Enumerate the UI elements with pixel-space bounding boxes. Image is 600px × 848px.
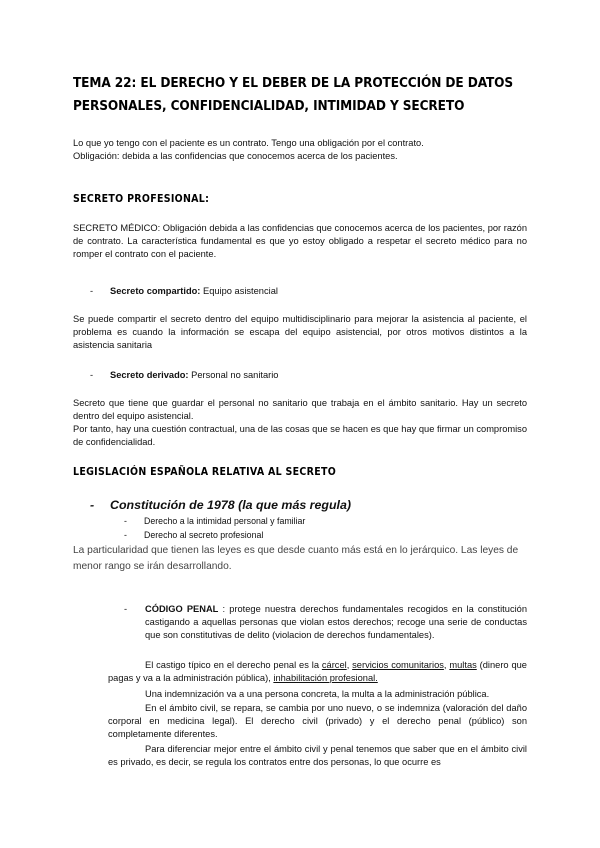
bullet-dash: - <box>124 604 128 614</box>
bullet-label: CÓDIGO PENAL <box>145 604 219 614</box>
bullet-label: Constitución de 1978 (la que más regula) <box>110 498 351 512</box>
page-title: TEMA 22: EL DERECHO Y EL DEBER DE LA PROTECCIÓN DE DATOS PERSONALES, CONFIDENCIALIDAD, INTIMIDAD Y SECRETO <box>73 75 513 114</box>
bullet-secreto-compartido <box>90 285 278 298</box>
castigo-paragraph: El castigo típico en el derecho penal es la cárcel, servicios comunitarios, multas (dinero que pagas y va a la administración pública), inhabilitación profesional. <box>108 660 527 683</box>
secreto-derivado-paragraph-2: Por tanto, hay una cuestión contractual, una de las cosas que se hacen es que hay que firmar un compromiso de confidencialidad. <box>73 424 527 447</box>
servicios-text: servicios comunitarios <box>352 660 444 670</box>
bullet-text: Equipo asistencial <box>200 286 278 296</box>
secreto-derivado-paragraph-1: Secreto que tiene que guardar el personal no sanitario que trabaja en el ámbito sanitario. Hay un secreto dentro del equipo asistencial. <box>73 398 527 421</box>
intro-line-1: Lo que yo tengo con el paciente es un contrato. Tengo una obligación por el contrato. <box>73 138 424 148</box>
intro-line-2: Obligación: debida a las confidencias que conocemos acerca de los pacientes. <box>73 151 398 161</box>
secreto-compartido-paragraph: Se puede compartir el secreto dentro del equipo multidisciplinario para mejorar la asistencia al paciente, el problema es cuando la información se escapa del equipo asistencial, por otros motivos distintos a la asistencia sanitaria <box>73 314 527 350</box>
bullet-secreto-derivado <box>90 369 278 382</box>
bullet-text: : protege nuestra derechos fundamentales recogidos en la constitución castigando a aquellas personas que violan estos derechos; recoge una serie de conductas que son constitutivas de delito (violacion de derechos fundamentales). <box>145 604 527 640</box>
sub-item-text: Derecho a la intimidad personal y familiar <box>144 516 306 526</box>
particularidad-paragraph: La particularidad que tienen las leyes es que desde cuanto más está en lo jerárquico. Las leyes de menor rango se irán desarrollando. <box>73 545 519 572</box>
bullet-dash: - <box>90 370 94 380</box>
section-heading-secreto-profesional: SECRETO PROFESIONAL: <box>73 193 210 205</box>
bullet-label: Secreto compartido: <box>110 286 201 296</box>
bullet-dash: - <box>90 286 94 296</box>
indemnizacion-paragraph: Una indemnización va a una persona concreta, la multa a la administración pública. <box>145 689 490 699</box>
bullet-label: Secreto derivado: <box>110 370 189 380</box>
civil-paragraph: En el ámbito civil, se repara, se cambia por uno nuevo, o se indemniza (valoración del daño corporal en medicina legal). El derecho civil (privado) y el derecho penal (público) son completamente diferentes. <box>108 703 527 739</box>
sub-item: - Derecho al secreto profesional <box>124 530 264 540</box>
inhabilitacion-text: inhabilitación profesional. <box>273 673 378 683</box>
sub-item: - Derecho a la intimidad personal y familiar <box>124 516 306 526</box>
section-heading-legislacion: LEGISLACIÓN ESPAÑOLA RELATIVA AL SECRETO <box>73 466 337 478</box>
carcel-link-text: cárcel <box>321 660 347 670</box>
bullet-dash: - <box>90 498 95 512</box>
codigo-penal-paragraph <box>145 603 527 642</box>
sub-item-text: Derecho al secreto profesional <box>144 530 264 540</box>
multas-text: multas <box>449 660 477 670</box>
secreto-medico-paragraph: SECRETO MÉDICO: Obligación debida a las confidencias que conocemos acerca de los pacientes, por razón de contrato. La característica fundamental es que yo estoy obligado a respetar el secreto médico para no romper el contrato con el paciente. <box>73 223 527 259</box>
bullet-constitucion <box>90 498 351 512</box>
bullet-text: Personal no sanitario <box>188 370 279 380</box>
diferenciar-paragraph: Para diferenciar mejor entre el ámbito civil y penal tenemos que saber que en el ámbito civil es privado, es decir, se regula los contratos entre dos personas, lo que ocurre es <box>108 744 527 767</box>
